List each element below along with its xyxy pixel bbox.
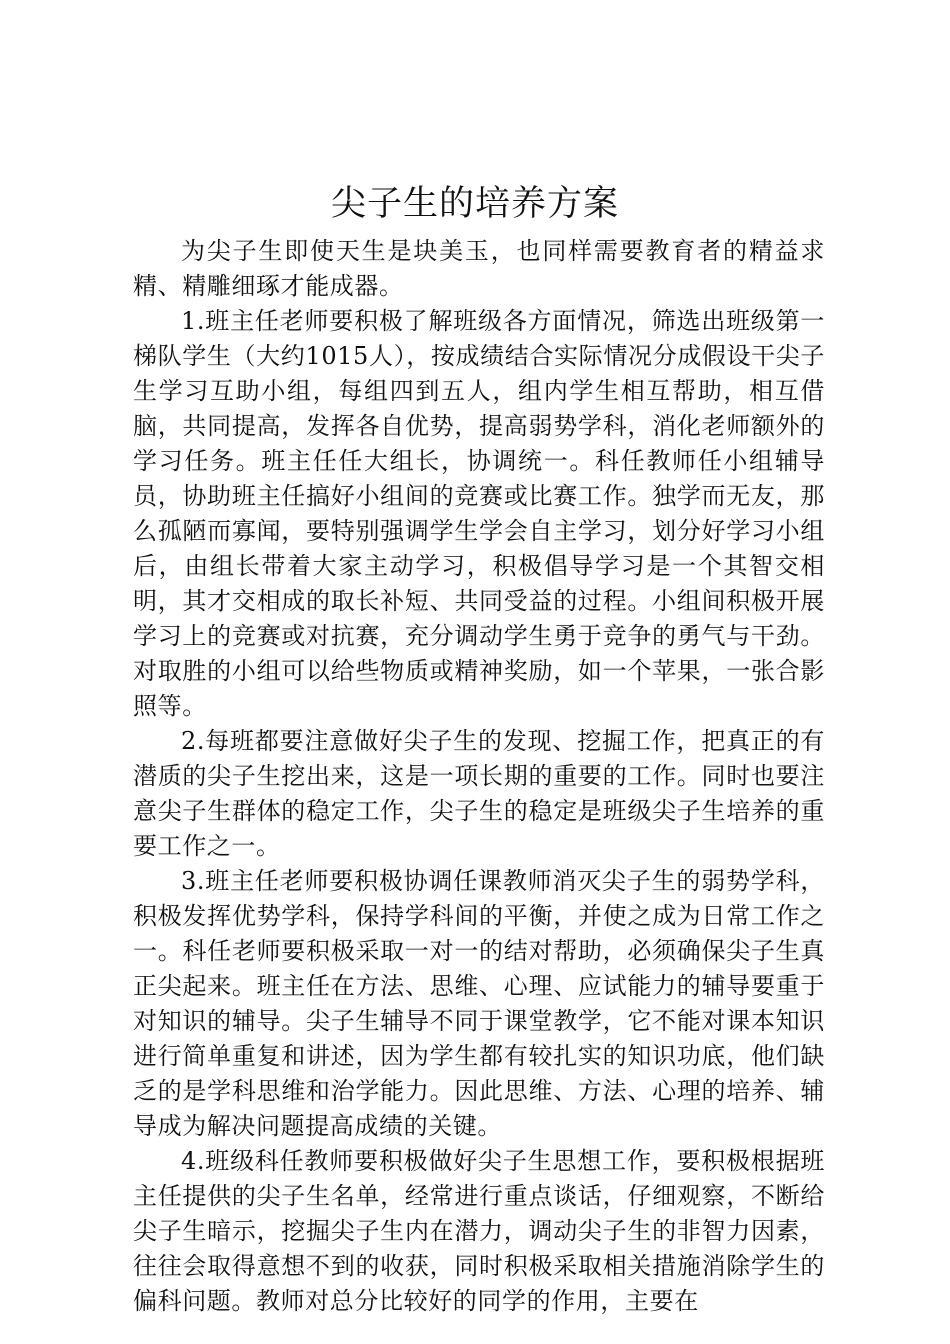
document-body [133, 234, 825, 1319]
paragraph-1: 1.班主任老师要积极了解班级各方面情况，筛选出班级第一梯队学生（大约1015人），按成绩结合实际情况分成假设干尖子生学习互助小组，每组四到五人，组内学生相互帮助，相互借脑，共同提高，发挥各自优势，提高弱势学科，消化老师额外的学习任务。班主任任大组长，协调统一。科任教师任小组辅导员，协助班主任搞好小组间的竞赛或比赛工作。独学而无友，那么孤陋而寡闻，要特别强调学生学会自主学习，划分好学习小组后，由组长带着大家主动学习，积极倡导学习是一个其智交相明，其才交相成的取长补短、共同受益的过程。小组间积极开展学习上的竞赛或对抗赛，充分调动学生勇于竞争的勇气与干劲。对取胜的小组可以给些物质或精神奖励，如一个苹果，一张合影照等。 [133, 307, 825, 720]
paragraph-4: 4.班级科任教师要积极做好尖子生思想工作，要积极根据班主任提供的尖子生名单，经常进行重点谈话，仔细观察，不断给尖子生暗示，挖掘尖子生内在潜力，调动尖子生的非智力因素，往往会取得意想不到的收获，同时积极采取相关措施消除学生的偏科问题。教师对总分比较好的同学的作用，主要在 [133, 1147, 825, 1315]
paragraph-3: 3.班主任老师要积极协调任课教师消灭尖子生的弱势学科，积极发挥优势学科，保持学科间的平衡，并使之成为日常工作之一。科任老师要积极采取一对一的结对帮助，必须确保尖子生真正尖起来。班主任在方法、思维、心理、应试能力的辅导要重于对知识的辅导。尖子生辅导不同于课堂教学，它不能对课本知识进行简单重复和讲述，因为学生都有较扎实的知识功底，他们缺乏的是学科思维和治学能力。因此思维、方法、心理的培养、辅导成为解决问题提高成绩的关键。 [133, 867, 825, 1140]
paragraph-intro: 为尖子生即使天生是块美玉，也同样需要教育者的精益求精、精雕细琢才能成器。 [133, 237, 825, 300]
document-title: 尖子生的培养方案 [330, 184, 619, 224]
paragraph-2: 2.每班都要注意做好尖子生的发现、挖掘工作，把真正的有潜质的尖子生挖出来，这是一项长期的重要的工作。同时也要注意尖子生群体的稳定工作，尖子生的稳定是班级尖子生培养的重要工作之一。 [133, 727, 825, 860]
